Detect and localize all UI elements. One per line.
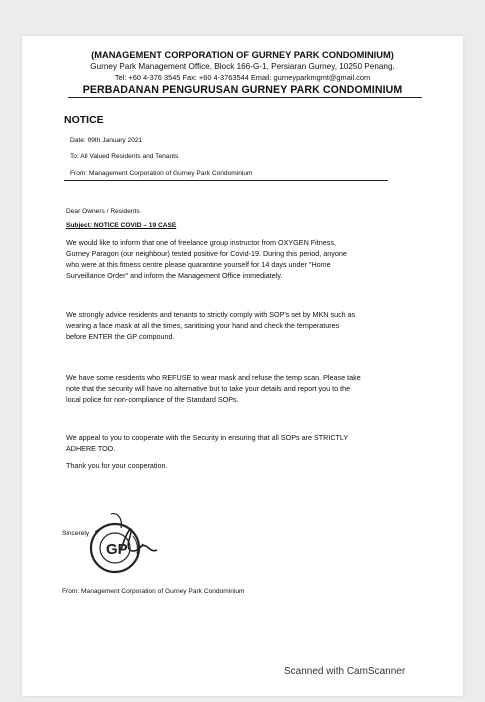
- company-stamp-signature: [77, 510, 172, 580]
- paragraph-2-line: We strongly advice residents and tenants to strictly comply with SOP's set by MKN such as: [66, 310, 356, 319]
- from-divider: [64, 180, 388, 181]
- notice-to: To: All Valued Residents and Tenants: [70, 153, 179, 160]
- paragraph-1-line: who were at this fitness centre please quarantine yourself for 14 days under "Home: [66, 260, 331, 269]
- letterhead-divider: [68, 97, 422, 98]
- notice-from: From: Management Corporation of Gurney Park Condominium: [70, 170, 253, 177]
- letterhead-address: Gurney Park Management Office, Block 166-G-1, Persiaran Gurney, 10250 Penang.: [90, 62, 395, 71]
- closing-sincerely: Sincerely: [62, 530, 90, 537]
- paragraph-4-line: We appeal to you to cooperate with the Security in ensuring that all SOPs are STRICTLY: [66, 433, 349, 442]
- paragraph-1-line: Surveillance Order" and inform the Management Office immediately.: [66, 271, 283, 280]
- camscanner-watermark: Scanned with CamScanner: [284, 666, 406, 677]
- paragraph-1-line: Gurney Paragon (our neighbour) tested positive for Covid-19. During this period, anyone: [66, 249, 347, 258]
- thanks-line: Thank you for your cooperation.: [66, 461, 168, 470]
- paragraph-2-line: before ENTER the GP compound.: [66, 332, 175, 341]
- paragraph-3: [66, 372, 426, 405]
- notice-date: Date: 09th January 2021: [70, 137, 143, 144]
- paragraph-2: [66, 309, 426, 342]
- notice-title: NOTICE: [64, 114, 104, 126]
- document-page: [22, 36, 463, 696]
- salutation: Dear Owners / Residents: [66, 208, 140, 215]
- stamp-initials: GP: [106, 541, 128, 558]
- paragraph-4-line: ADHERE TOO.: [66, 444, 116, 453]
- paragraph-3-line: note that the security will have no alternative but to take your details and report you to the: [66, 384, 351, 393]
- paragraph-3-line: local police for non-compliance of the Standard SOPs.: [66, 395, 239, 404]
- signoff-from: From: Management Corporation of Gurney Park Condominium: [62, 588, 245, 595]
- paragraph-1-line: We would like to inform that one of freelance group instructor from OXYGEN Fitness,: [66, 238, 336, 247]
- subject-line: Subject: NOTICE COVID – 19 CASE: [66, 222, 177, 229]
- paragraph-4: [66, 432, 426, 454]
- paragraph-1: [66, 237, 426, 281]
- letterhead-contact: Tel: +60 4-376 3545 Fax: +60 4-3763544 Email: gurneyparkmgmt@gmail.com: [114, 73, 371, 82]
- paragraph-3-line: We have some residents who REFUSE to wear mask and refuse the temp scan. Please take: [66, 373, 361, 382]
- paragraph-2-line: wearing a face mask at all the times, sanitising your hand and check the temperatures: [66, 321, 340, 330]
- letterhead-org-english: (MANAGEMENT CORPORATION OF GURNEY PARK CONDOMINIUM): [91, 50, 394, 60]
- letterhead-org-malay: PERBADANAN PENGURUSAN GURNEY PARK CONDOMINIUM: [82, 84, 403, 96]
